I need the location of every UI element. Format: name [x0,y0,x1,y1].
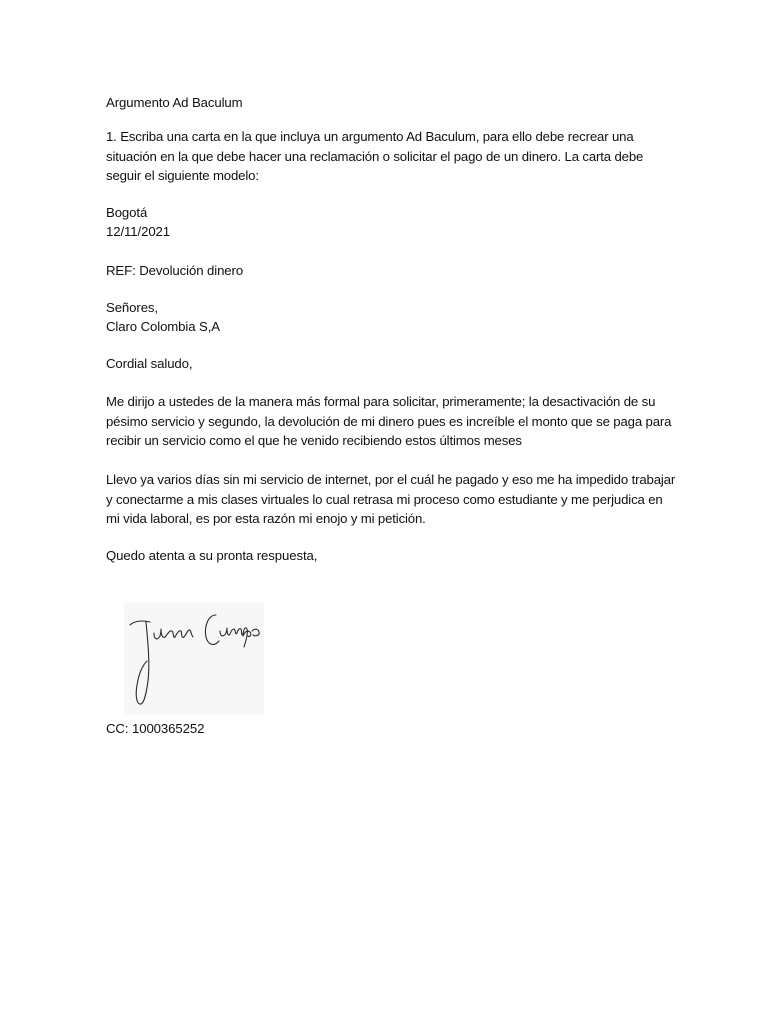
paragraph-line: y conectarme a mis clases virtuales lo cual retrasa mi proceso como estudiante y me perjudica en [106,491,663,507]
paragraph-line: pésimo servicio y segundo, la devolución de mi dinero pues es increíble el monto que se paga para [106,413,672,429]
letter-reference: REF: Devolución dinero [106,263,244,278]
instruction-line: 1. Escriba una carta en la que incluya un argumento Ad Baculum, para ello debe recrear una [106,129,634,144]
paragraph-line: Llevo ya varios días sin mi servicio de internet, por el cuál he pagado y eso me ha impedido trabajar [106,472,676,487]
paragraph-line: Me dirijo a ustedes de la manera más formal para solicitar, primeramente; la desactivación de su [106,394,656,409]
recipient-name: Claro Colombia S,A [106,319,221,334]
document-heading: Argumento Ad Baculum [106,95,243,110]
paragraph-line: mi vida laboral, es por esta razón mi enojo y mi petición. [106,511,426,526]
letter-closing: Quedo atenta a su pronta respuesta, [106,548,318,563]
letter-city: Bogotá [106,205,148,220]
recipient-title: Señores, [106,300,158,315]
instruction-line: seguir el siguiente modelo: [106,168,259,183]
letter-paragraph-2 [106,470,676,529]
id-number: CC: 1000365252 [106,721,205,736]
signature-image [124,603,264,715]
letter-greeting: Cordial saludo, [106,356,193,371]
instruction-paragraph [106,127,662,186]
signature-drawing [124,603,264,715]
instruction-line: situación en la que debe hacer una reclamación o solicitar el pago de un dinero. La carta debe [106,148,644,164]
letter-date: 12/11/2021 [106,224,171,239]
letter-paragraph-1 [106,392,672,451]
paragraph-line: recibir un servicio como el que he venido recibiendo estos últimos meses [106,433,522,448]
